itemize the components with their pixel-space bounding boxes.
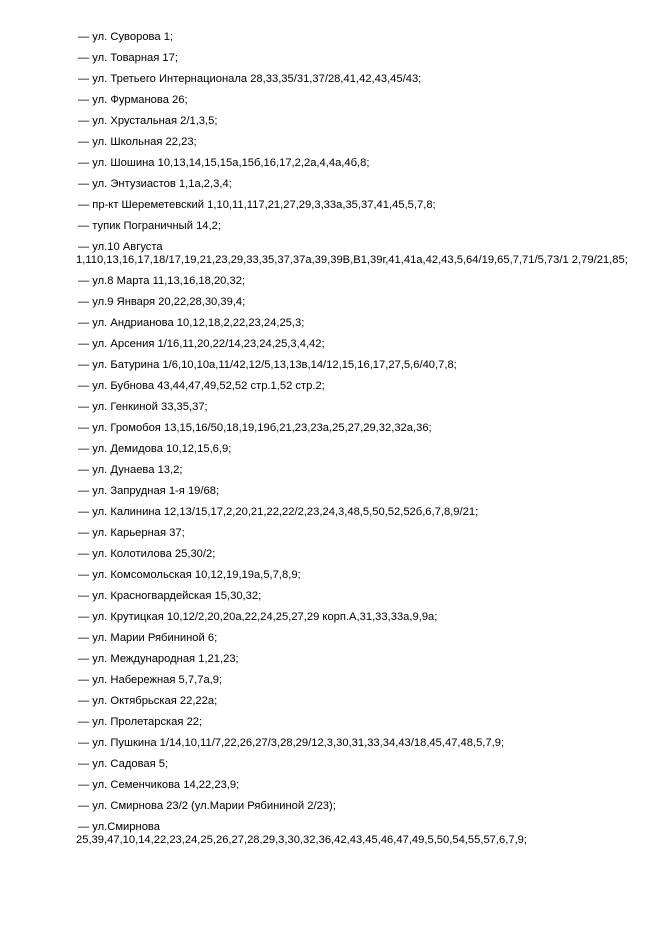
- list-item: — ул. Пушкина 1/14,10,11/7,22,26,27/3,28,29/12,3,30,31,33,34,43/18,45,47,48,5,7,9;: [78, 737, 505, 749]
- list-item: — ул. Арсения 1/16,11,20,22/14,23,24,25,3,4,42;: [78, 338, 325, 350]
- list-item-street: — ул.Смирнова: [78, 821, 160, 833]
- list-item: — ул. Третьего Интернационала 28,33,35/31,37/28,41,42,43,45/43;: [78, 73, 422, 85]
- list-item: — пр-кт Шереметевский 1,10,11,117,21,27,29,3,33а,35,37,41,45,5,7,8;: [78, 199, 436, 211]
- list-item: — ул. Набережная 5,7,7а,9;: [78, 674, 223, 686]
- address-list: [78, 31, 638, 855]
- list-item-numbers: 25,39,47,10,14,22,23,24,25,26,27,28,29,3,30,32,36,42,43,45,46,47,49,5,50,54,55,57,6,7,9;: [76, 834, 528, 846]
- list-item: — ул. Шошина 10,13,14,15,15а,15б,16,17,2,2а,4,4а,4б,8;: [78, 157, 370, 169]
- list-item: — ул. Октябрьская 22,22а;: [78, 695, 218, 707]
- list-item: — ул. Энтузиастов 1,1а,2,3,4;: [78, 178, 232, 190]
- list-item: — ул. Демидова 10,12,15,6,9;: [78, 443, 232, 455]
- list-item: — ул. Садовая 5;: [78, 758, 169, 770]
- list-item: — ул. Пролетарская 22;: [78, 716, 203, 728]
- list-item-wrapped: [78, 241, 638, 267]
- list-item: — ул.8 Марта 11,13,16,18,20,32;: [78, 275, 246, 287]
- list-item-wrapped: [78, 821, 638, 847]
- list-item: — ул. Карьерная 37;: [78, 527, 185, 539]
- list-item: — ул. Запрудная 1-я 19/68;: [78, 485, 220, 497]
- list-item: — ул. Международная 1,21,23;: [78, 653, 239, 665]
- list-item: — ул. Красногвардейская 15,30,32;: [78, 590, 262, 602]
- list-item: — ул. Калинина 12,13/15,17,2,20,21,22,22/2,23,24,3,48,5,50,52,52б,6,7,8,9/21;: [78, 506, 479, 518]
- list-item: — ул. Комсомольская 10,12,19,19а,5,7,8,9;: [78, 569, 301, 581]
- list-item: — ул.9 Января 20,22,28,30,39,4;: [78, 296, 246, 308]
- list-item: — ул. Школьная 22,23;: [78, 136, 197, 148]
- list-item-numbers: 1,110,13,16,17,18/17,19,21,23,29,33,35,37,37а,39,39В,В1,39г,41,41а,42,43,5,64/19,65,7,71/5,73/1 2,79/21,85;: [76, 254, 628, 266]
- list-item: — ул. Суворова 1;: [78, 31, 174, 43]
- list-item: — ул. Дунаева 13,2;: [78, 464, 183, 476]
- list-item: — ул. Хрустальная 2/1,3,5;: [78, 115, 218, 127]
- list-item: — ул. Громобоя 13,15,16/50,18,19,19б,21,23,23а,25,27,29,32,32а,36;: [78, 422, 432, 434]
- list-item-street: — ул.10 Августа: [78, 241, 163, 253]
- list-item: — ул. Марии Рябининой 6;: [78, 632, 218, 644]
- list-item: — ул. Бубнова 43,44,47,49,52,52 стр.1,52 стр.2;: [78, 380, 325, 392]
- list-item: — ул. Семенчикова 14,22,23,9;: [78, 779, 240, 791]
- list-item: — ул. Генкиной 33,35,37;: [78, 401, 208, 413]
- list-item: — ул. Крутицкая 10,12/2,20,20а,22,24,25,27,29 корп.А,31,33,33а,9,9а;: [78, 611, 438, 623]
- list-item: — ул. Колотилова 25,30/2;: [78, 548, 216, 560]
- list-item: — ул. Фурманова 26;: [78, 94, 188, 106]
- list-item: — ул. Смирнова 23/2 (ул.Марии Рябининой 2/23);: [78, 800, 336, 812]
- list-item: — ул. Батурина 1/6,10,10а,11/42,12/5,13,13в,14/12,15,16,17,27,5,6/40,7,8;: [78, 359, 457, 371]
- list-item: — ул. Андрианова 10,12,18,2,22,23,24,25,3;: [78, 317, 305, 329]
- list-item: — тупик Пограничный 14,2;: [78, 220, 221, 232]
- list-item: — ул. Товарная 17;: [78, 52, 178, 64]
